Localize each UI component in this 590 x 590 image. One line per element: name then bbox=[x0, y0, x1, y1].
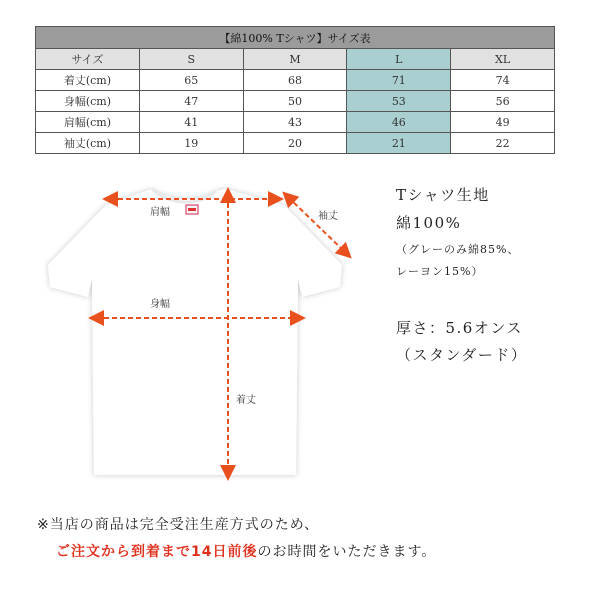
note-delivery-highlight: ご注文から到着まで14日前後 bbox=[56, 544, 258, 560]
row-label: 着丈(cm) bbox=[36, 70, 140, 91]
spec-rayon-note: レーヨン15%） bbox=[396, 265, 484, 278]
spec-material: 綿100% bbox=[396, 214, 462, 232]
table-cell: 19 bbox=[139, 133, 243, 154]
table-row bbox=[36, 112, 555, 133]
table-cell: 65 bbox=[139, 70, 243, 91]
header-m: M bbox=[243, 49, 347, 70]
row-label: 肩幅(cm) bbox=[36, 112, 140, 133]
table-cell: 49 bbox=[451, 112, 555, 133]
header-size: サイズ bbox=[36, 49, 140, 70]
table-cell: 71 bbox=[347, 70, 451, 91]
table-title: 【綿100% Tシャツ】サイズ表 bbox=[36, 27, 555, 49]
tshirt-diagram bbox=[40, 175, 360, 485]
table-cell: 68 bbox=[243, 70, 347, 91]
table-cell: 46 bbox=[347, 112, 451, 133]
size-table bbox=[35, 26, 555, 154]
table-cell: 50 bbox=[243, 91, 347, 112]
table-cell: 41 bbox=[139, 112, 243, 133]
tshirt-icon bbox=[48, 189, 342, 475]
row-label: 身幅(cm) bbox=[36, 91, 140, 112]
table-cell: 20 bbox=[243, 133, 347, 154]
note-line-1: ※当店の商品は完全受注生産方式のため、 bbox=[37, 517, 320, 533]
header-l: L bbox=[347, 49, 451, 70]
table-cell: 56 bbox=[451, 91, 555, 112]
note-line-2 bbox=[56, 541, 436, 561]
table-row bbox=[36, 70, 555, 91]
table-title-row bbox=[36, 27, 555, 49]
tshirt-svg bbox=[40, 175, 360, 485]
table-cell: 21 bbox=[347, 133, 451, 154]
header-s: S bbox=[139, 49, 243, 70]
table-cell: 74 bbox=[451, 70, 555, 91]
note-delivery-rest: のお時間をいただきます。 bbox=[257, 544, 437, 560]
spec-thickness: 厚さ：5.6オンス bbox=[396, 319, 523, 337]
length-label: 着丈 bbox=[236, 395, 256, 406]
body-width-label: 身幅 bbox=[150, 299, 170, 310]
table-cell: 43 bbox=[243, 112, 347, 133]
shoulder-label: 肩幅 bbox=[150, 207, 170, 218]
table-row bbox=[36, 133, 555, 154]
row-label: 袖丈(cm) bbox=[36, 133, 140, 154]
header-xl: XL bbox=[451, 49, 555, 70]
table-row bbox=[36, 91, 555, 112]
table-header-row bbox=[36, 49, 555, 70]
spec-standard: （スタンダード） bbox=[396, 346, 528, 364]
table-cell: 47 bbox=[139, 91, 243, 112]
spec-gray-note: （グレーのみ綿85%、 bbox=[396, 243, 520, 256]
sleeve-label: 袖丈 bbox=[318, 211, 338, 222]
spec-fabric-title: Tシャツ生地 bbox=[396, 186, 490, 204]
table-cell: 22 bbox=[451, 133, 555, 154]
table-cell: 53 bbox=[347, 91, 451, 112]
